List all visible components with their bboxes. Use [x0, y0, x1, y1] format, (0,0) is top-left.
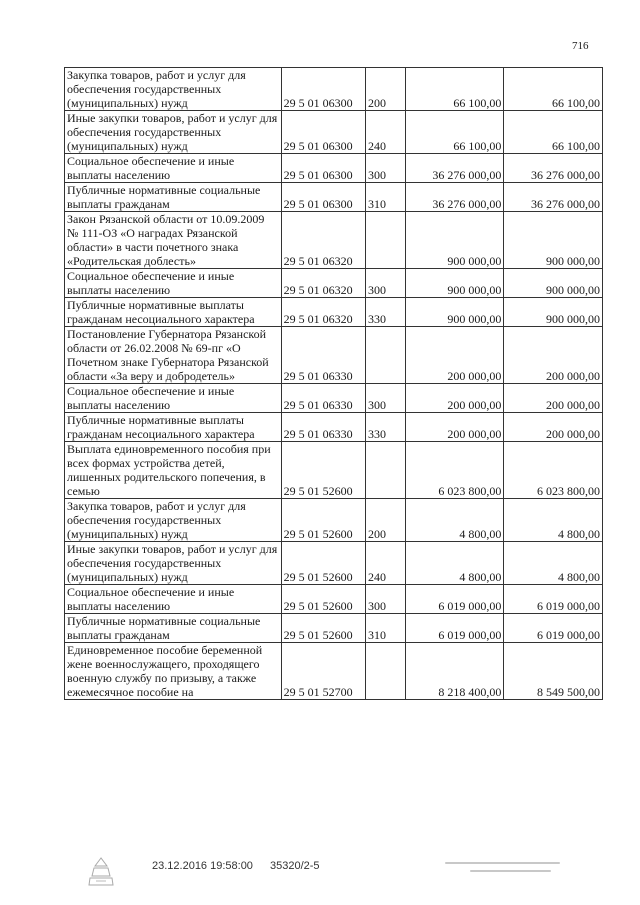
row-name: Иные закупки товаров, работ и услуг для обеспечения государственных (муниципальных) нужд	[65, 542, 282, 585]
row-expense-type	[366, 643, 406, 700]
row-name: Публичные нормативные социальные выплаты гражданам	[65, 614, 282, 643]
row-expense-type: 240	[366, 111, 406, 154]
row-amount-2017: 200 000,00	[405, 413, 504, 442]
row-amount-2018: 6 019 000,00	[504, 614, 603, 643]
table-row	[65, 585, 603, 614]
table-row	[65, 384, 603, 413]
budget-table	[64, 67, 603, 700]
row-code: 29 5 01 52600	[281, 542, 365, 585]
row-expense-type	[366, 442, 406, 499]
row-code: 29 5 01 52600	[281, 614, 365, 643]
table-row	[65, 643, 603, 700]
table-row	[65, 499, 603, 542]
row-expense-type: 200	[366, 68, 406, 111]
table-row	[65, 68, 603, 111]
row-code: 29 5 01 06320	[281, 298, 365, 327]
row-code: 29 5 01 06320	[281, 269, 365, 298]
row-amount-2017: 200 000,00	[405, 384, 504, 413]
row-name: Публичные нормативные социальные выплаты гражданам	[65, 183, 282, 212]
table-row	[65, 183, 603, 212]
row-code: 29 5 01 06300	[281, 68, 365, 111]
row-amount-2018: 200 000,00	[504, 384, 603, 413]
faded-stamp	[445, 856, 560, 884]
row-amount-2017: 4 800,00	[405, 499, 504, 542]
row-amount-2017: 6 019 000,00	[405, 614, 504, 643]
row-name: Публичные нормативные выплаты гражданам несоциального характера	[65, 298, 282, 327]
row-name: Социальное обеспечение и иные выплаты населению	[65, 585, 282, 614]
row-name: Социальное обеспечение и иные выплаты населению	[65, 269, 282, 298]
row-name: Закон Рязанской области от 10.09.2009 № 111-ОЗ «О наградах Рязанской области» в части почетного знака «Родительская доблесть»	[65, 212, 282, 269]
row-amount-2017: 900 000,00	[405, 269, 504, 298]
row-amount-2018: 4 800,00	[504, 542, 603, 585]
table-row	[65, 327, 603, 384]
table-row	[65, 614, 603, 643]
row-amount-2018: 200 000,00	[504, 327, 603, 384]
row-expense-type: 330	[366, 413, 406, 442]
row-expense-type: 310	[366, 183, 406, 212]
row-amount-2018: 6 019 000,00	[504, 585, 603, 614]
table-row	[65, 442, 603, 499]
row-amount-2017: 6 023 800,00	[405, 442, 504, 499]
row-code: 29 5 01 06330	[281, 413, 365, 442]
row-amount-2018: 66 100,00	[504, 111, 603, 154]
row-expense-type: 240	[366, 542, 406, 585]
row-amount-2018: 4 800,00	[504, 499, 603, 542]
footer-datetime: 23.12.2016 19:58:00	[152, 860, 253, 872]
row-code: 29 5 01 52600	[281, 442, 365, 499]
row-amount-2017: 200 000,00	[405, 327, 504, 384]
row-amount-2018: 8 549 500,00	[504, 643, 603, 700]
row-code: 29 5 01 06320	[281, 212, 365, 269]
row-expense-type	[366, 327, 406, 384]
row-amount-2018: 66 100,00	[504, 68, 603, 111]
row-code: 29 5 01 06300	[281, 154, 365, 183]
row-name: Социальное обеспечение и иные выплаты населению	[65, 384, 282, 413]
budget-table-body	[65, 68, 603, 700]
row-amount-2018: 200 000,00	[504, 413, 603, 442]
row-code: 29 5 01 06300	[281, 111, 365, 154]
row-expense-type: 300	[366, 269, 406, 298]
table-row	[65, 111, 603, 154]
footer-doc-number: 35320/2-5	[270, 860, 320, 872]
row-amount-2018: 900 000,00	[504, 269, 603, 298]
page-footer	[0, 854, 640, 894]
row-amount-2017: 4 800,00	[405, 542, 504, 585]
seal-icon	[86, 856, 116, 888]
row-name: Закупка товаров, работ и услуг для обеспечения государственных (муниципальных) нужд	[65, 499, 282, 542]
row-code: 29 5 01 06300	[281, 183, 365, 212]
row-name: Закупка товаров, работ и услуг для обеспечения государственных (муниципальных) нужд	[65, 68, 282, 111]
row-name: Постановление Губернатора Рязанской области от 26.02.2008 № 69-пг «О Почетном знаке Губернатора Рязанской области «За веру и добродетель»	[65, 327, 282, 384]
table-row	[65, 212, 603, 269]
page-number: 716	[572, 40, 589, 52]
row-name: Социальное обеспечение и иные выплаты населению	[65, 154, 282, 183]
row-expense-type	[366, 212, 406, 269]
row-code: 29 5 01 52600	[281, 499, 365, 542]
row-code: 29 5 01 06330	[281, 384, 365, 413]
row-amount-2017: 900 000,00	[405, 212, 504, 269]
table-row	[65, 542, 603, 585]
row-amount-2017: 6 019 000,00	[405, 585, 504, 614]
row-expense-type: 300	[366, 585, 406, 614]
row-amount-2017: 66 100,00	[405, 68, 504, 111]
row-expense-type: 330	[366, 298, 406, 327]
row-amount-2017: 66 100,00	[405, 111, 504, 154]
row-expense-type: 200	[366, 499, 406, 542]
row-code: 29 5 01 06330	[281, 327, 365, 384]
row-amount-2017: 8 218 400,00	[405, 643, 504, 700]
row-expense-type: 300	[366, 384, 406, 413]
row-code: 29 5 01 52700	[281, 643, 365, 700]
row-name: Иные закупки товаров, работ и услуг для обеспечения государственных (муниципальных) нужд	[65, 111, 282, 154]
row-name: Единовременное пособие беременной жене военнослужащего, проходящего военную службу по призыву, а также ежемесячное пособие на	[65, 643, 282, 700]
row-amount-2018: 6 023 800,00	[504, 442, 603, 499]
row-amount-2018: 900 000,00	[504, 298, 603, 327]
table-row	[65, 269, 603, 298]
row-name: Публичные нормативные выплаты гражданам несоциального характера	[65, 413, 282, 442]
row-amount-2017: 36 276 000,00	[405, 183, 504, 212]
row-amount-2018: 900 000,00	[504, 212, 603, 269]
row-amount-2017: 900 000,00	[405, 298, 504, 327]
row-amount-2017: 36 276 000,00	[405, 154, 504, 183]
table-row	[65, 298, 603, 327]
table-row	[65, 413, 603, 442]
row-code: 29 5 01 52600	[281, 585, 365, 614]
row-expense-type: 310	[366, 614, 406, 643]
row-expense-type: 300	[366, 154, 406, 183]
table-row	[65, 154, 603, 183]
row-name: Выплата единовременного пособия при всех формах устройства детей, лишенных родительского попечения, в семью	[65, 442, 282, 499]
row-amount-2018: 36 276 000,00	[504, 154, 603, 183]
row-amount-2018: 36 276 000,00	[504, 183, 603, 212]
